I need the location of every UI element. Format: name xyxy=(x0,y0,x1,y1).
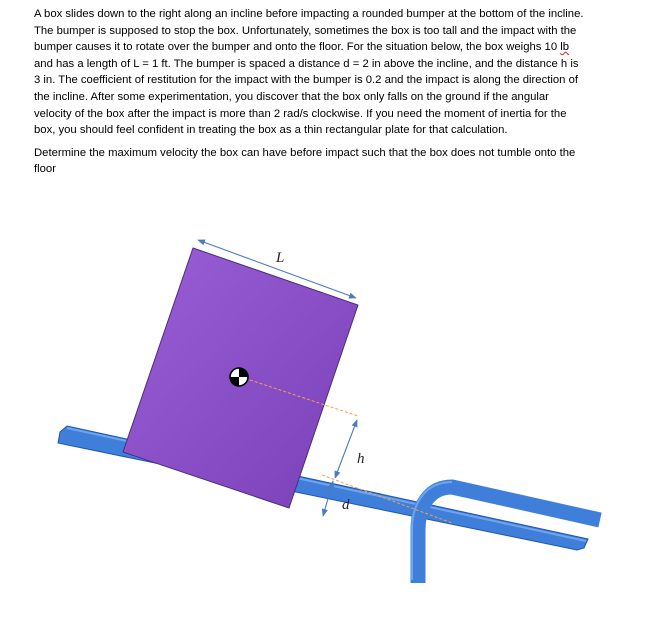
problem-text-end: and has a length of L = 1 ft. The bumper is spaced a distance d = 2 in above the incline, and the distance h is 3 in. The coefficient of restitution for the impact with the bumper is 0.2 and the impact is along the direction of the incline. After some experimentation, you discover that the box only falls on the ground if the angular velocity of the box after the impact is more than 2 rad/s clockwise. If you need the moment of inertia for the box, you should feel confident in treating the box as a thin rectangular plate for that calculation. xyxy=(34,57,579,137)
label-h: h xyxy=(357,451,365,467)
problem-text-start: A box slides down to the right along an incline before impacting a rounded bumper at the bottom of the incline. The bumper is supposed to stop the box. Unfortunately, sometimes the box is too tall and the impact with the bumper causes it to rotate over the bumper and onto the floor. For the situation below, the box weighs 10 xyxy=(34,8,584,54)
unit-lb: lb xyxy=(560,41,570,54)
center-of-mass-icon xyxy=(230,368,248,386)
dimension-h-arrow xyxy=(335,420,357,478)
label-L: L xyxy=(276,250,285,266)
question-paragraph: Determine the maximum velocity the box can have before impact such that the box does not tumble onto the floor xyxy=(34,146,576,176)
label-d: d xyxy=(342,497,350,513)
